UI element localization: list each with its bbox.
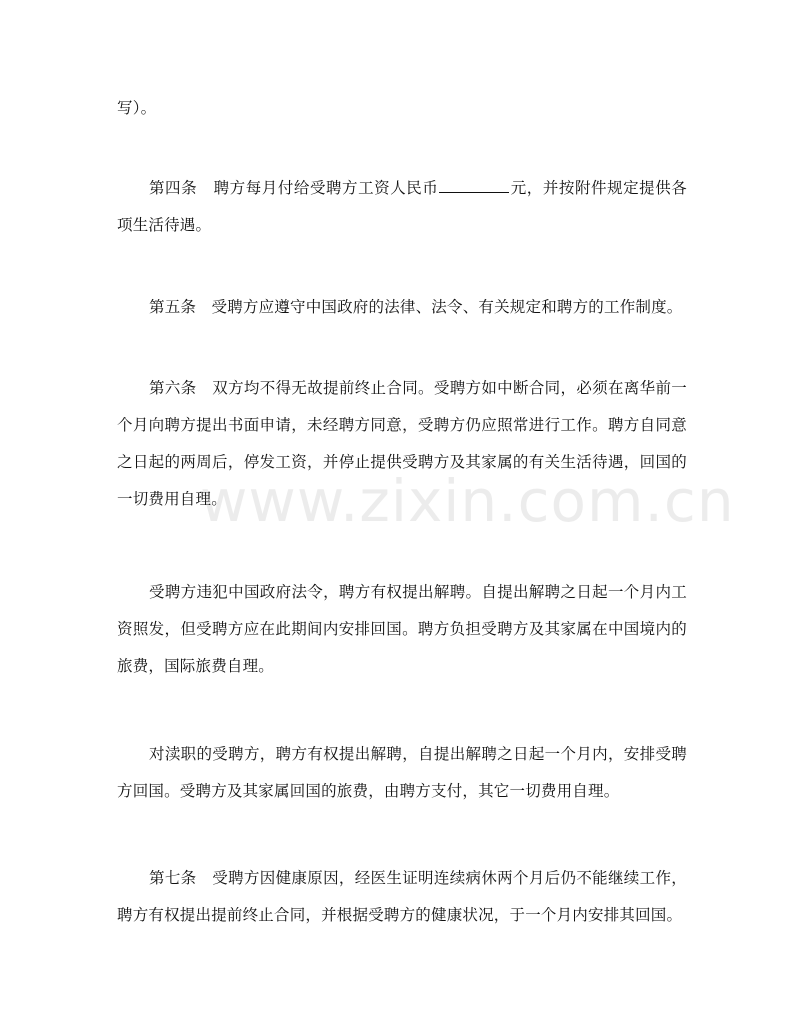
article-7-heading: 第七条 (149, 869, 197, 887)
top-fragment-text: 写）。 (117, 99, 157, 117)
article-6 (117, 370, 687, 518)
article-6-heading: 第六条 (149, 379, 197, 397)
article-7 (117, 860, 687, 934)
salary-amount-blank (439, 177, 509, 193)
article-4-text-b: 元，并按附件规定提供各项生活待遇。 (117, 179, 687, 234)
article-4-text-a: 聘方每月付给受聘方工资人民币 (213, 179, 439, 197)
article-6-text: 双方均不得无故提前终止合同。受聘方如中断合同，必须在离华前一个月向聘方提出书面申请，未经聘方同意，受聘方仍应照常进行工作。聘方自同意之日起的两周后，停发工资，并停止提供受聘方及其家属的有关生活待遇，回国的一切费用自理。 (117, 379, 687, 508)
article-4 (117, 170, 687, 244)
article-5 (117, 289, 687, 326)
paragraph-dereliction (117, 736, 687, 810)
watermark: www.zixin.com.cn (200, 467, 735, 535)
paragraph-dereliction-text: 对渎职的受聘方，聘方有权提出解聘，自提出解聘之日起一个月内，安排受聘方回国。受聘方及其家属回国的旅费，由聘方支付，其它一切费用自理。 (117, 745, 687, 800)
paragraph-violation (117, 574, 687, 685)
paragraph-violation-text: 受聘方违犯中国政府法令，聘方有权提出解聘。自提出解聘之日起一个月内工资照发，但受聘方应在此期间内安排回国。聘方负担受聘方及其家属在中国境内的旅费，国际旅费自理。 (117, 583, 687, 675)
top-fragment (117, 90, 687, 127)
article-4-heading: 第四条 (149, 179, 198, 197)
article-5-text: 受聘方应遵守中国政府的法律、法令、有关规定和聘方的工作制度。 (211, 298, 683, 316)
article-7-text: 受聘方因健康原因，经医生证明连续病休两个月后仍不能继续工作，聘方有权提出提前终止合同，并根据受聘方的健康状况，于一个月内安排其回国。 (117, 869, 687, 924)
article-5-heading: 第五条 (149, 298, 197, 316)
